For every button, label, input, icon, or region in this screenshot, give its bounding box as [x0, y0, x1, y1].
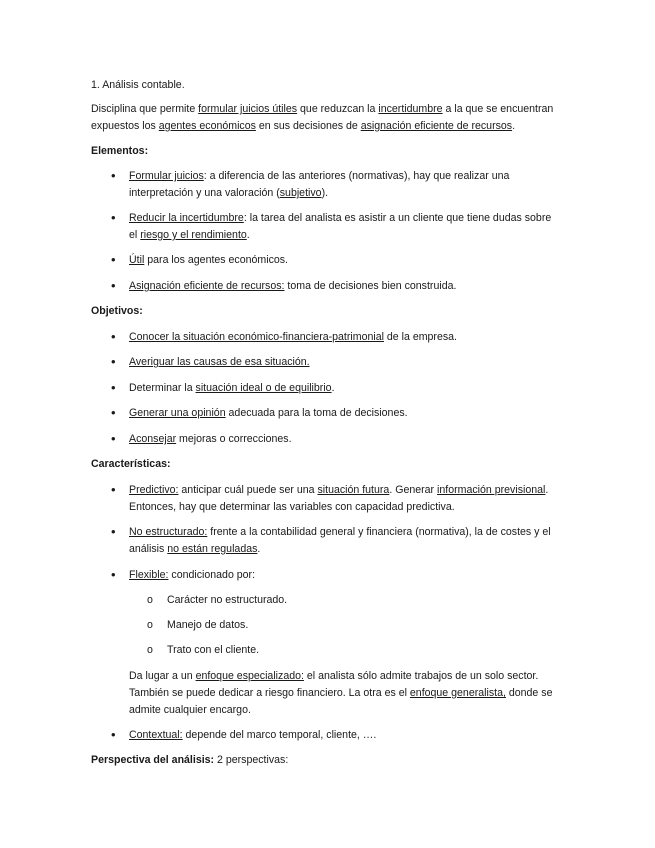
bullet-icon: • [111, 524, 116, 539]
elementos-item-3: Útil para los agentes económicos. [129, 254, 289, 266]
flexible-line-1: Flexible: condicionado por: [129, 569, 256, 581]
elementos-item-2-line-2: el riesgo y el rendimiento. [129, 229, 250, 241]
bullet-icon: • [111, 482, 116, 497]
predictivo-line-1: Predictivo: anticipar cuál puede ser una situación futura. Generar información previsional. [129, 484, 549, 496]
caracteristicas-title: Características: [91, 458, 171, 470]
contextual-line: Contextual: depende del marco temporal, cliente, …. [129, 729, 377, 741]
elementos-title: Elementos: [91, 145, 149, 157]
flexible-paragraph-line-3: admite cualquier encargo. [129, 704, 251, 716]
elementos-item-2-line-1: Reducir la incertidumbre: la tarea del analista es asistir a un cliente que tiene dudas sobre [129, 212, 552, 224]
intro-line-1: Disciplina que permite formular juicios útiles que reduzcan la incertidumbre a la que se encuentran [91, 103, 554, 115]
elementos-item-4: Asignación eficiente de recursos: toma de decisiones bien construida. [129, 280, 457, 292]
no-estructurado-line-2: análisis no están reguladas. [129, 543, 261, 555]
objetivos-item-1: Conocer la situación económico-financiera-patrimonial de la empresa. [129, 331, 457, 343]
flexible-sub-item: Trato con el cliente. [167, 644, 260, 656]
bullet-icon: • [111, 278, 116, 293]
section-heading: 1. Análisis contable. [91, 79, 185, 91]
sub-bullet-icon: o [147, 644, 153, 656]
objetivos-item-2: Averiguar las causas de esa situación. [129, 356, 310, 368]
bullet-icon: • [111, 329, 116, 344]
sub-bullet-icon: o [147, 594, 153, 606]
objetivos-item-5: Aconsejar mejoras o correcciones. [129, 433, 292, 445]
elementos-item-1-line-1: Formular juicios: a diferencia de las anteriores (normativas), hay que realizar una [129, 170, 510, 182]
flexible-paragraph-line-2: También se puede dedicar a riesgo financiero. La otra es el enfoque generalista, donde se [129, 687, 553, 699]
sub-bullet-icon: o [147, 619, 153, 631]
bullet-icon: • [111, 354, 116, 369]
intro-line-2: expuestos los agentes económicos en sus decisiones de asignación eficiente de recursos. [91, 120, 516, 132]
flexible-sub-item: Manejo de datos. [167, 619, 249, 631]
predictivo-line-2: Entonces, hay que determinar las variables con capacidad predictiva. [129, 501, 455, 513]
bullet-icon: • [111, 210, 116, 225]
bullet-icon: • [111, 380, 116, 395]
flexible-paragraph-line-1: Da lugar a un enfoque especializado: el analista sólo admite trabajos de un solo sector. [129, 670, 539, 682]
bullet-icon: • [111, 252, 116, 267]
objetivos-title: Objetivos: [91, 305, 143, 317]
bullet-icon: • [111, 431, 116, 446]
no-estructurado-line-1: No estructurado: frente a la contabilidad general y financiera (normativa), la de costes y el [129, 526, 551, 538]
elementos-item-1-line-2: interpretación y una valoración (subjetivo). [129, 187, 329, 199]
bullet-icon: • [111, 168, 116, 183]
objetivos-item-4: Generar una opinión adecuada para la toma de decisiones. [129, 407, 408, 419]
perspectiva-line: Perspectiva del análisis: 2 perspectivas: [91, 754, 289, 766]
bullet-icon: • [111, 567, 116, 582]
bullet-icon: • [111, 727, 116, 742]
bullet-icon: • [111, 405, 116, 420]
objetivos-item-3: Determinar la situación ideal o de equilibrio. [129, 382, 335, 394]
flexible-sub-item: Carácter no estructurado. [167, 594, 288, 606]
